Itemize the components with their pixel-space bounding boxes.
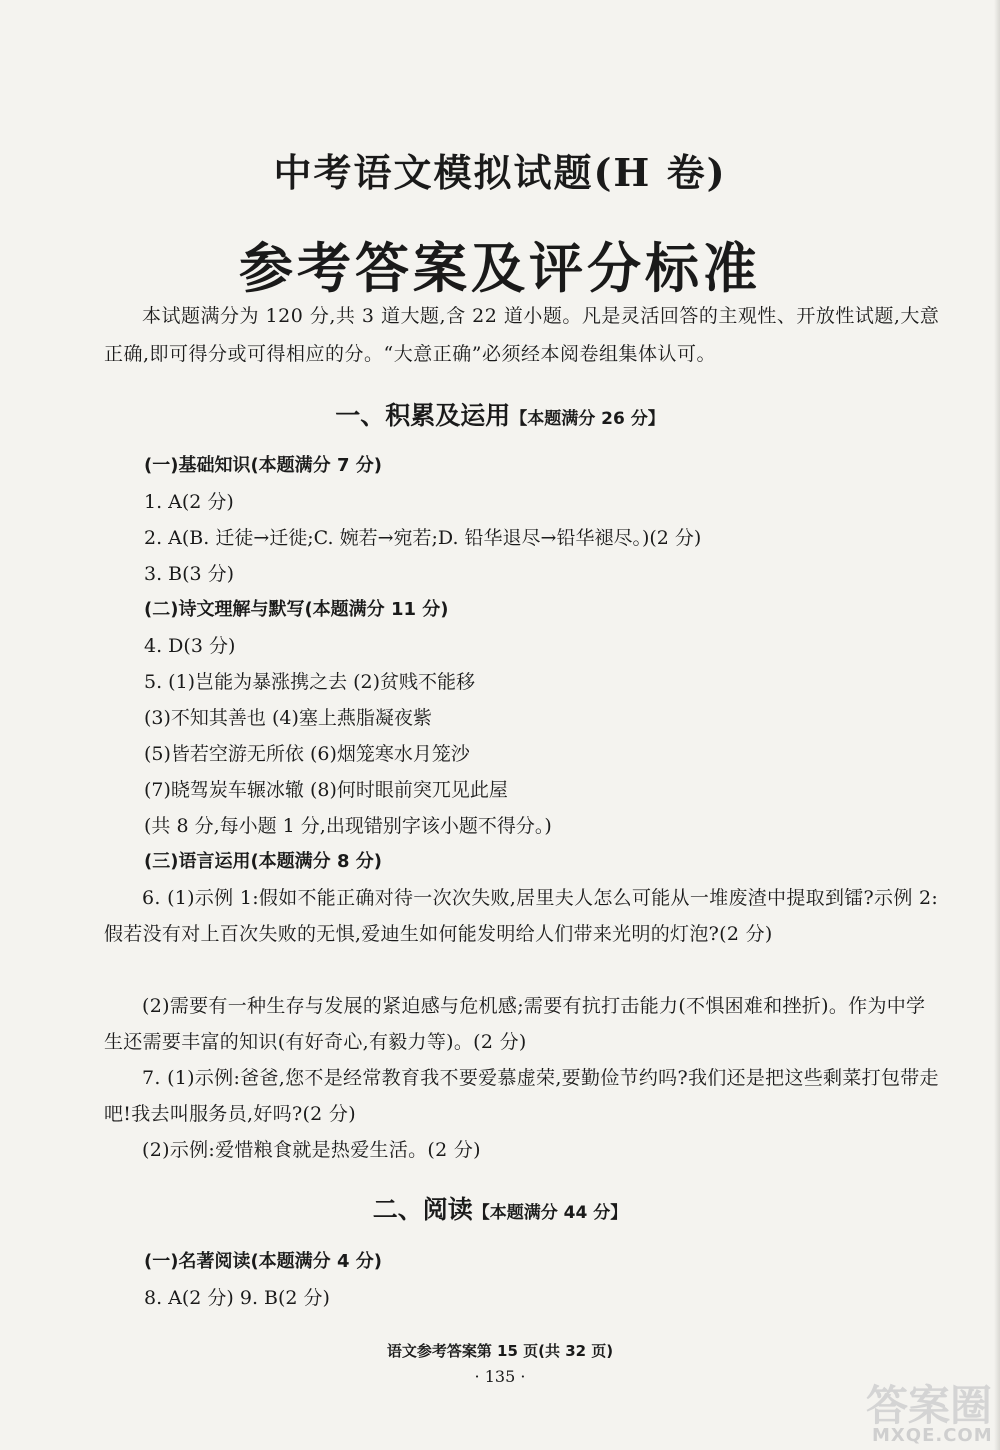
intro-paragraph	[104, 297, 944, 373]
answer-7-1	[104, 1060, 944, 1132]
answer-paragraph: (2)示例:爱惜粮食就是热爱生活。(2 分)	[142, 1139, 481, 1161]
footer-caption: 语文参考答案第 15 页(共 32 页)	[386, 1342, 614, 1360]
section-1-lines	[144, 448, 944, 880]
answer-paragraph: 6. (1)示例 1:假如不能正确对待一次次失败,居里夫人怎么可能从一堆废渣中提取到镭?示例 2:假若没有对上百次失败的无惧,爱迪生如何能发明给人们带来光明的灯泡?(2 分)	[104, 887, 939, 945]
watermark-text: 答案圈	[866, 1381, 992, 1430]
answer-key-title: 参考答案及评分标准	[239, 237, 761, 300]
subsection-heading: (一)名著阅读(本题满分 4 分)	[144, 1251, 382, 1272]
subsection-heading: (一)基础知识(本题满分 7 分)	[144, 455, 382, 476]
answer-line: 5. (1)岂能为暴涨携之去 (2)贫贱不能移	[144, 671, 476, 693]
answer-6-2	[104, 988, 944, 1060]
subsection-heading: (三)语言运用(本题满分 8 分)	[144, 851, 382, 872]
page-number: · 135 ·	[474, 1367, 526, 1386]
answer-line: 3. B(3 分)	[144, 563, 235, 585]
section-1-title: 一、积累及运用	[335, 401, 511, 430]
section-2-score: 【本题满分 44 分】	[472, 1203, 628, 1223]
answer-line: 1. A(2 分)	[144, 491, 234, 513]
answer-paragraph: 7. (1)示例:爸爸,您不是经常教育我不要爱慕虚荣,要勤俭节约吗?我们还是把这些剩菜打包带走吧!我去叫服务员,好吗?(2 分)	[104, 1067, 939, 1125]
answer-line: (5)皆若空游无所依 (6)烟笼寒水月笼沙	[144, 743, 470, 765]
answer-line: (3)不知其善也 (4)塞上燕脂凝夜紫	[144, 707, 432, 729]
page-edge	[994, 0, 1000, 1450]
answer-paragraph: (2)需要有一种生存与发展的紧迫感与危机感;需要有抗打击能力(不惧困难和挫折)。作为中学生还需要丰富的知识(有好奇心,有毅力等)。(2 分)	[104, 995, 926, 1053]
section-1-heading	[0, 396, 1000, 432]
answer-6-1	[104, 880, 944, 952]
subsection-heading: (二)诗文理解与默写(本题满分 11 分)	[144, 599, 449, 620]
answer-line: 2. A(B. 迁徒→迁徙;C. 婉若→宛若;D. 铅华退尽→铅华褪尽。)(2 分)	[144, 527, 702, 549]
section-2-heading	[0, 1190, 1000, 1226]
watermark-site: MXQE.COM	[872, 1425, 993, 1446]
section-2-title: 二、阅读	[372, 1195, 473, 1224]
answer-line: (7)晓驾炭车辗冰辙 (8)何时眼前突兀见此屋	[144, 779, 508, 801]
intro-text: 本试题满分为 120 分,共 3 道大题,含 22 道小题。凡是灵活回答的主观性、开放性试题,大意正确,即可得分或可得相应的分。“大意正确”必须经本阅卷组集体认可。	[104, 305, 940, 365]
answer-line: (共 8 分,每小题 1 分,出现错别字该小题不得分。)	[144, 815, 552, 837]
paper-title: 中考语文模拟试题(H 卷)	[273, 150, 727, 195]
answer-7-2	[104, 1132, 944, 1168]
answer-line: 8. A(2 分) 9. B(2 分)	[144, 1287, 330, 1309]
section-2-lines	[144, 1244, 944, 1316]
section-1-score: 【本题满分 26 分】	[510, 409, 665, 429]
answer-line: 4. D(3 分)	[144, 635, 236, 657]
